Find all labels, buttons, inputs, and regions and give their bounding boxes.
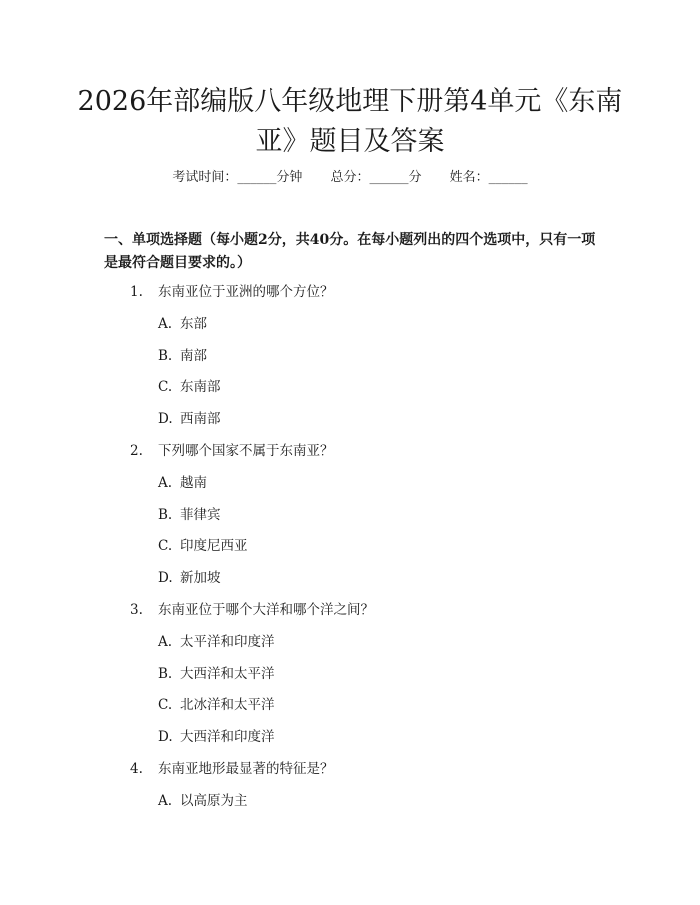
- option-letter: B.: [158, 348, 173, 364]
- option-letter: D.: [158, 570, 173, 586]
- exam-meta: [0, 168, 700, 188]
- question-2: [130, 441, 334, 461]
- question-text: 下列哪个国家不属于东南亚？: [158, 443, 334, 459]
- option-text: 大西洋和太平洋: [180, 666, 275, 682]
- option-3c: [158, 695, 275, 715]
- option-letter: C.: [158, 538, 173, 554]
- option-3a: [158, 632, 275, 652]
- option-2c: [158, 536, 248, 556]
- option-4a: [158, 791, 248, 811]
- option-letter: C.: [158, 697, 173, 713]
- option-letter: B.: [158, 507, 173, 523]
- option-1b: [158, 346, 207, 366]
- option-letter: B.: [158, 666, 173, 682]
- option-2a: [158, 473, 207, 493]
- question-number: 2.: [130, 443, 143, 459]
- question-3: [130, 600, 374, 620]
- option-text: 南部: [180, 348, 207, 364]
- option-text: 太平洋和印度洋: [180, 634, 275, 650]
- student-name-field: 姓名：______: [449, 170, 528, 185]
- option-text: 东南部: [180, 379, 221, 395]
- option-letter: A.: [158, 634, 173, 650]
- option-1c: [158, 377, 221, 397]
- option-text: 以高原为主: [180, 793, 248, 809]
- option-letter: A.: [158, 475, 173, 491]
- exam-time-field: 考试时间：______分钟: [172, 170, 303, 185]
- question-text: 东南亚位于亚洲的哪个方位？: [158, 284, 334, 300]
- document-title: 2026年部编版八年级地理下册第4单元《东南亚》题目及答案: [77, 86, 623, 157]
- option-2b: [158, 505, 221, 525]
- option-3d: [158, 727, 275, 747]
- option-1a: [158, 314, 207, 334]
- option-text: 菲律宾: [180, 507, 221, 523]
- option-text: 西南部: [180, 411, 221, 427]
- section-heading: 一、单项选择题（每小题2分，共40分。在每小题列出的四个选项中，只有一项是最符合题目要求的。）: [104, 232, 596, 271]
- question-1: [130, 282, 334, 302]
- option-3b: [158, 664, 275, 684]
- option-letter: D.: [158, 411, 173, 427]
- option-1d: [158, 409, 221, 429]
- question-text: 东南亚地形最显著的特征是？: [158, 761, 334, 777]
- total-score-field: 总分：______分: [330, 170, 422, 185]
- option-letter: C.: [158, 379, 173, 395]
- option-text: 东部: [180, 316, 207, 332]
- question-text: 东南亚位于哪个大洋和哪个洋之间？: [158, 602, 374, 618]
- option-text: 越南: [180, 475, 207, 491]
- question-number: 1.: [130, 284, 143, 300]
- option-text: 北冰洋和太平洋: [180, 697, 275, 713]
- question-number: 4.: [130, 761, 143, 777]
- option-text: 印度尼西亚: [180, 538, 248, 554]
- option-text: 大西洋和印度洋: [180, 729, 275, 745]
- question-4: [130, 759, 334, 779]
- option-letter: D.: [158, 729, 173, 745]
- option-text: 新加坡: [180, 570, 221, 586]
- question-number: 3.: [130, 602, 143, 618]
- option-letter: A.: [158, 793, 173, 809]
- option-2d: [158, 568, 221, 588]
- option-letter: A.: [158, 316, 173, 332]
